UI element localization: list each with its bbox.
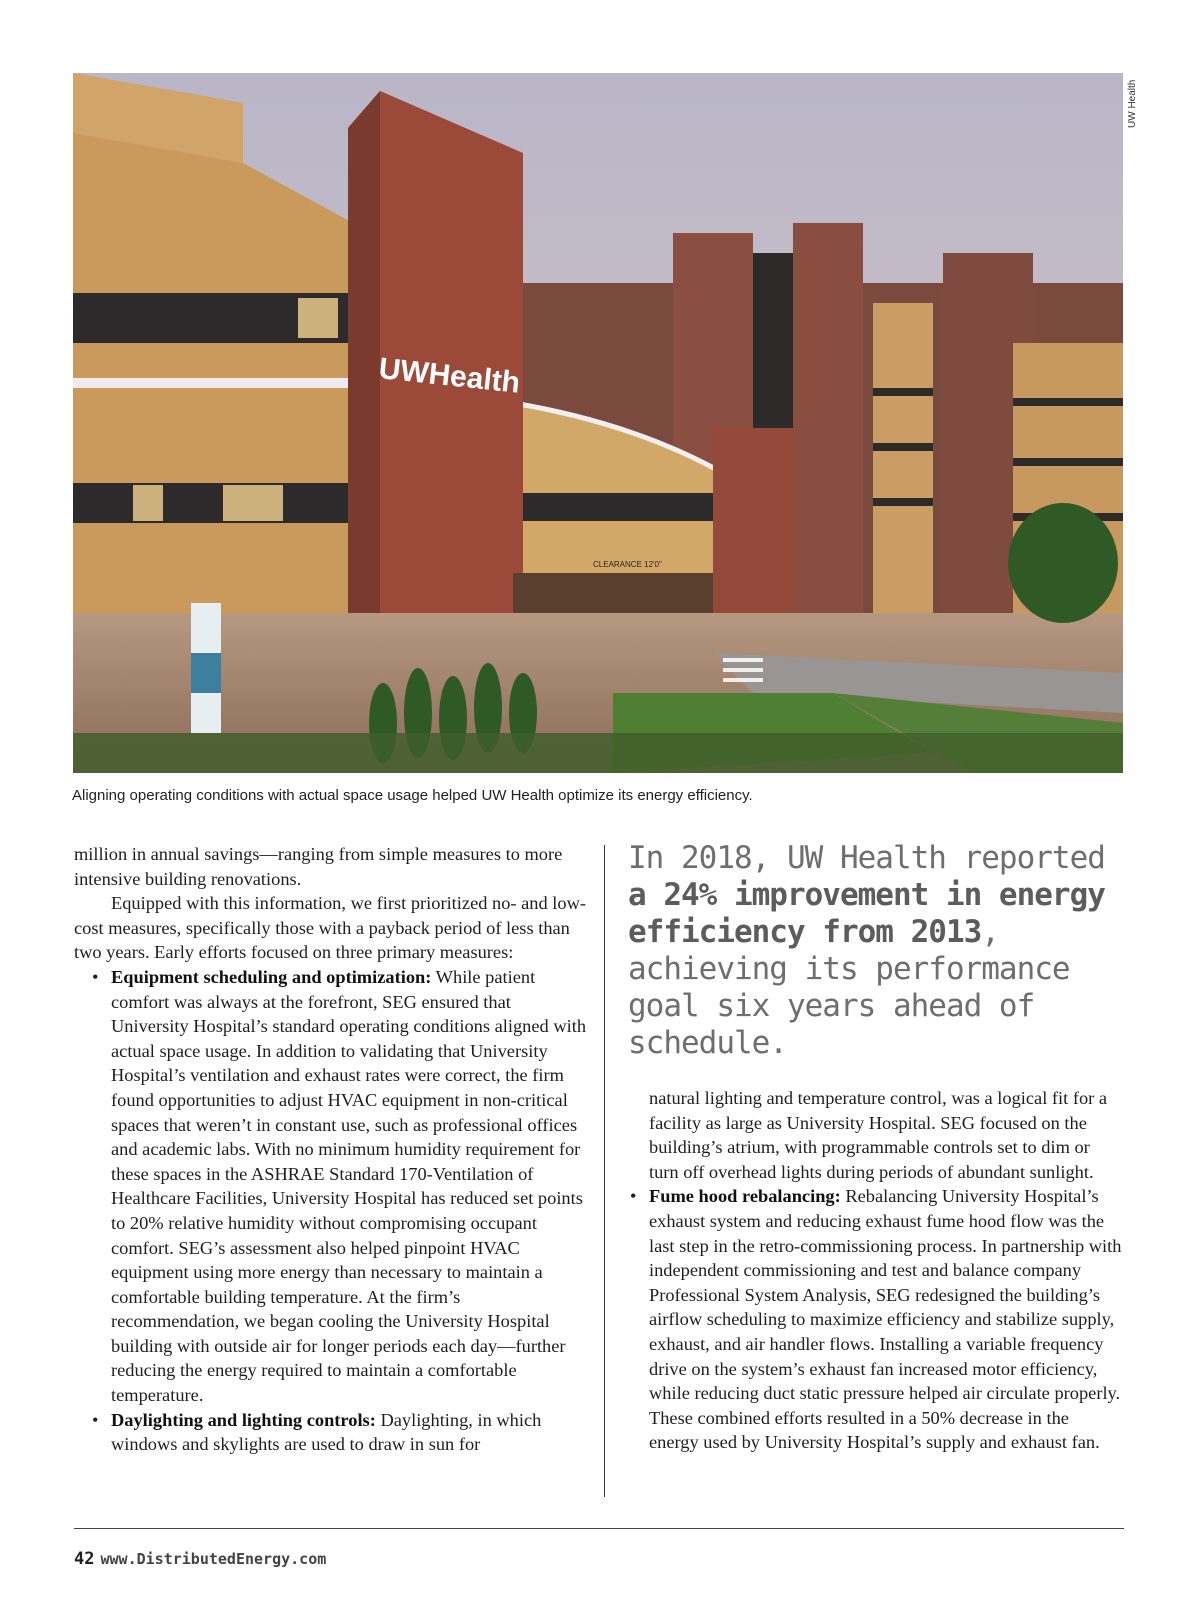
list-item [74, 965, 586, 1408]
photo-caption: Aligning operating conditions with actual space usage helped UW Health optimize its energy efficiency. [72, 787, 753, 804]
list-item-title: Fume hood rebalancing: [649, 1186, 841, 1207]
list-item-text: Rebalancing University Hospital’s exhaust system and reducing exhaust fume hood flow was the last step in the retro-commissioning process. In partnership with independent commissioning and test and balance company Professional System Analysis, SEG redesigned the building’s airflow scheduling to maximize efficiency and stabilize supply, exhaust, and air handler flows. Installing a variable frequency drive on the system’s exhaust fan increased motor efficiency, while reducing duct static pressure helped air circulate properly. These combined efforts resulted in a 50% decrease in the energy used by University Hospital’s supply and exhaust fan. [649, 1186, 1122, 1453]
photo-credit: UW Health [1127, 79, 1138, 128]
paragraph: million in annual savings—ranging from simple measures to more intensive building renovations. [74, 844, 563, 889]
footer-rule [74, 1528, 1124, 1529]
paragraph: natural lighting and temperature control, was a logical fit for a facility as large as University Hospital. SEG focused on the building’s atrium, with programmable controls set to dim or turn off overhead lights during periods of abundant sunlight. [649, 1088, 1108, 1182]
pull-quote-text: In 2018, UW Health reported [628, 840, 1105, 876]
uw-health-sign: UWHealth [377, 352, 522, 400]
left-column [74, 842, 586, 1457]
bullet-icon: • [630, 1186, 637, 1207]
list-item-title: Daylighting and lighting controls: [111, 1409, 376, 1430]
list-item-text: While patient comfort was always at the forefront, SEG ensured that University Hospital’s standard operating conditions aligned with actual space usage. In addition to validating that University Hospital’s ventilation and exhaust rates were correct, the firm found opportunities to adjust HVAC equipment in non-critical spaces that weren’t in constant use, such as professional offices and academic labs. With no minimum humidity requirement for these spaces in the ASHRAE Standard 170-Ventilation of Healthcare Facilities, University Hospital has reduced set points to 20% relative humidity without compromising occupant comfort. SEG’s assessment also helped pinpoint HVAC equipment using more energy than necessary to maintain a comfortable building temperature. At the firm’s recommendation, we began cooling the University Hospital building with outside air for longer periods each day—further reducing the energy required to maintain a comfortable temperature. [111, 966, 587, 1406]
bullet-icon: • [92, 966, 99, 987]
page-footer [74, 1549, 326, 1569]
bullet-list [74, 965, 586, 1457]
right-column [628, 1086, 1123, 1455]
list-item [628, 1184, 1123, 1455]
paragraph: Equipped with this information, we first prioritized no- and low-cost measures, specifically those with a payback period of less than two years. Early efforts focused on three primary measures: [74, 893, 586, 963]
pull-quote-highlight: a 24% improvement in energy efficiency from 2013 [628, 877, 1105, 950]
bullet-icon: • [92, 1409, 99, 1430]
list-item [74, 1408, 586, 1457]
list-item-text: Daylighting, in which windows and skylights are used to draw in sun for [111, 1409, 542, 1455]
pull-quote [628, 840, 1128, 1062]
website-link[interactable]: www.DistributedEnergy.com [100, 1550, 327, 1568]
column-divider [604, 845, 605, 1497]
clearance-sign: CLEARANCE 12'0" [593, 560, 662, 569]
hero-photo [73, 73, 1123, 773]
uw-health-building-image [73, 73, 1123, 773]
list-item-title: Equipment scheduling and optimization: [111, 966, 432, 987]
page-number: 42 [74, 1549, 95, 1569]
pull-quote-text: , achieving its performance goal six years ahead of schedule. [628, 914, 1070, 1061]
bullet-list [628, 1184, 1123, 1455]
